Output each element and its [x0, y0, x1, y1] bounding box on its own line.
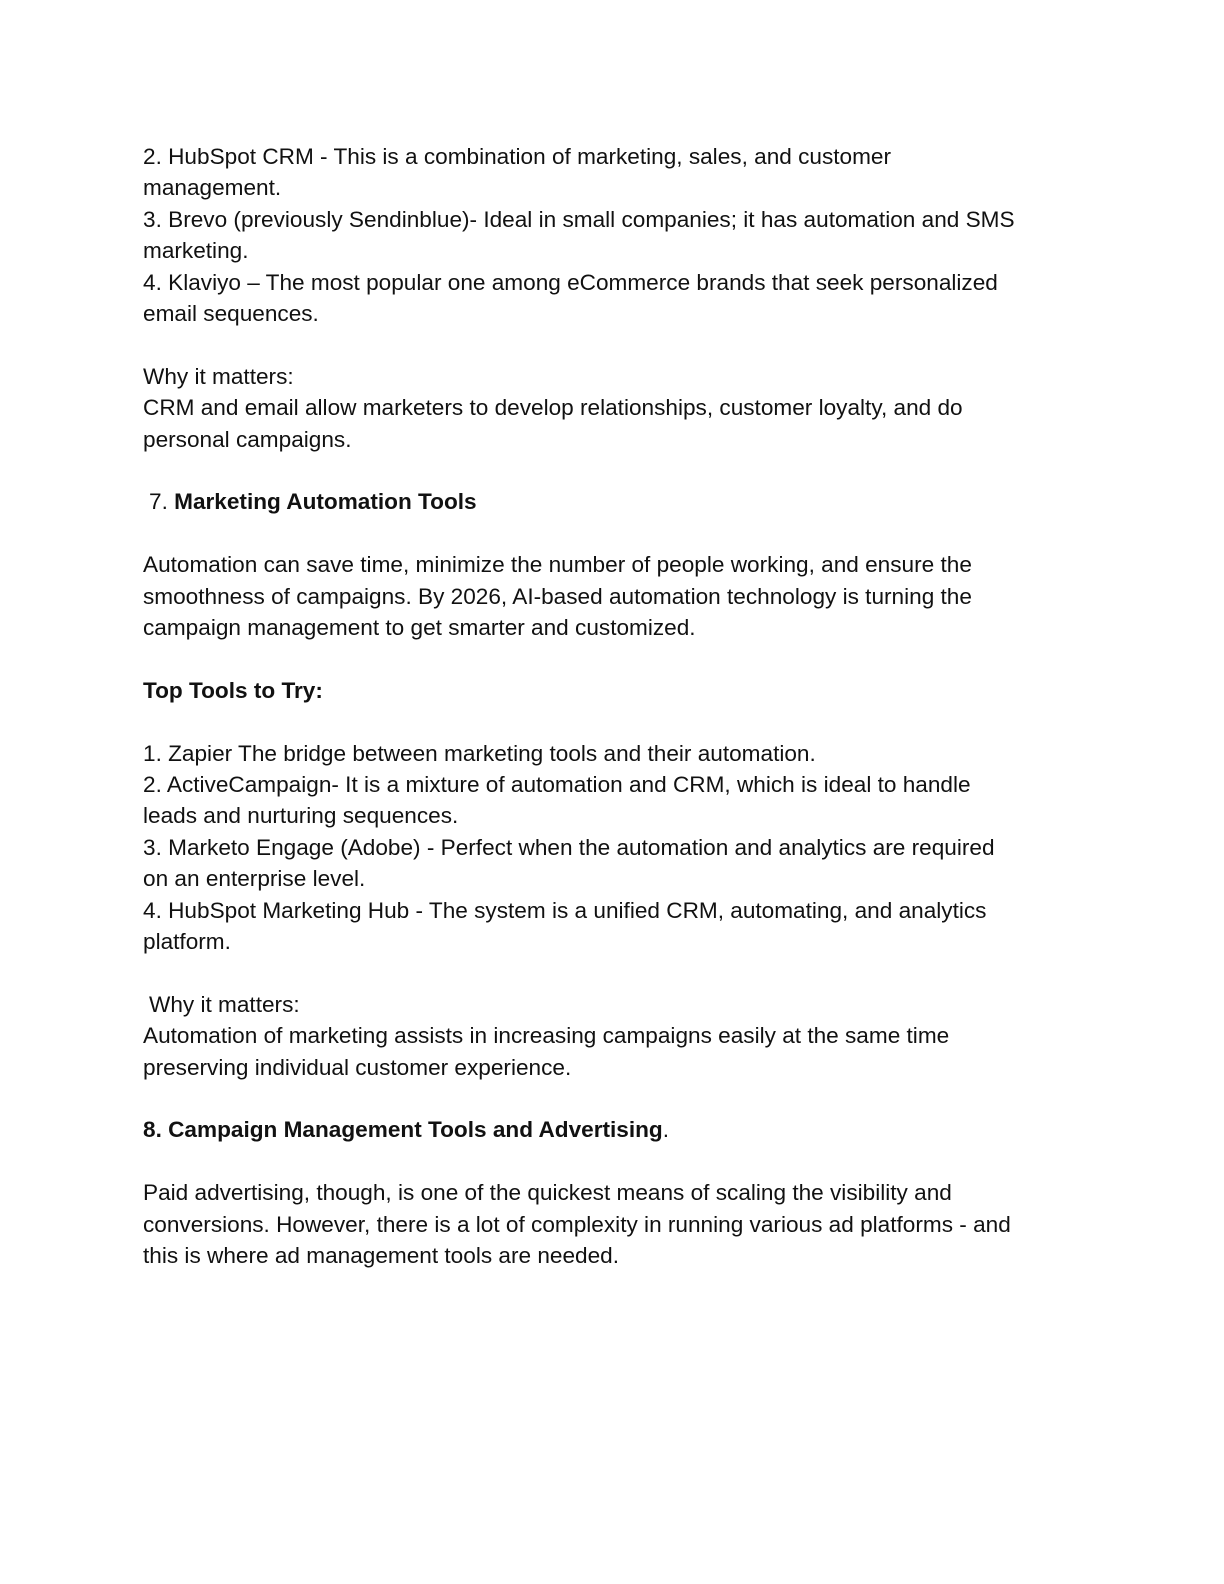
section-8-intro-line-2: conversions. However, there is a lot of complexity in running various ad platforms - and — [143, 1211, 1011, 1237]
section-7-why-text-line-2: preserving individual customer experience. — [143, 1054, 572, 1080]
section-8-intro-line-3: this is where ad management tools are needed. — [143, 1243, 620, 1269]
spacer — [143, 329, 1083, 360]
crm-item-3-line-1: 3. Brevo (previously Sendinblue)- Ideal in small companies; it has automation and SMS — [143, 206, 1015, 232]
crm-item-3-line-2: marketing. — [143, 238, 249, 264]
section-7-title: Marketing Automation Tools — [174, 489, 477, 515]
crm-why-label: Why it matters: — [143, 363, 294, 389]
spacer — [143, 455, 1083, 486]
spacer — [143, 957, 1083, 988]
crm-item-4-line-1: 4. Klaviyo – The most popular one among eCommerce brands that seek personalized — [143, 269, 998, 295]
tool-item-1-line-1: 1. Zapier The bridge between marketing tools and their automation. — [143, 740, 816, 766]
document-page — [143, 141, 1083, 1272]
spacer — [143, 706, 1083, 737]
crm-item-2-line-1: 2. HubSpot CRM - This is a combination of marketing, sales, and customer — [143, 144, 892, 169]
section-7-why-text-line-1: Automation of marketing assists in increasing campaigns easily at the same time — [143, 1023, 950, 1049]
top-tools-heading: Top Tools to Try: — [143, 677, 323, 703]
section-8-heading — [143, 1114, 1083, 1145]
spacer — [143, 643, 1083, 674]
crm-item-2-line-2: management. — [143, 175, 282, 201]
crm-why-text-line-2: personal campaigns. — [143, 426, 352, 452]
tool-item-4-line-1: 4. HubSpot Marketing Hub - The system is a unified CRM, automating, and analytics — [143, 897, 987, 923]
section-8-title: 8. Campaign Management Tools and Advertising — [143, 1117, 663, 1143]
section-7-intro-line-3: campaign management to get smarter and customized. — [143, 615, 696, 641]
tool-item-2-line-2: leads and nurturing sequences. — [143, 803, 459, 829]
section-7-heading — [143, 486, 1083, 517]
section-8-intro-line-1: Paid advertising, though, is one of the quickest means of scaling the visibility and — [143, 1180, 952, 1206]
tool-item-2-line-1: 2. ActiveCampaign- It is a mixture of automation and CRM, which is ideal to handle — [143, 772, 971, 798]
section-7-why-label: Why it matters: — [149, 991, 300, 1017]
section-8-heading-suffix: . — [662, 1117, 670, 1143]
section-7-number: 7. — [149, 489, 175, 515]
tool-item-3-line-1: 3. Marketo Engage (Adobe) - Perfect when the automation and analytics are required — [143, 834, 995, 860]
section-7-intro-line-2: smoothness of campaigns. By 2026, AI-based automation technology is turning the — [143, 583, 972, 609]
crm-item-4-line-2: email sequences. — [143, 301, 319, 327]
tool-item-3-line-2: on an enterprise level. — [143, 866, 366, 892]
spacer — [143, 518, 1083, 549]
crm-why-text-line-1: CRM and email allow marketers to develop relationships, customer loyalty, and do — [143, 395, 963, 421]
spacer — [143, 1083, 1083, 1114]
section-7-intro-line-1: Automation can save time, minimize the number of people working, and ensure the — [143, 552, 972, 578]
spacer — [143, 1146, 1083, 1177]
tool-item-4-line-2: platform. — [143, 929, 231, 955]
